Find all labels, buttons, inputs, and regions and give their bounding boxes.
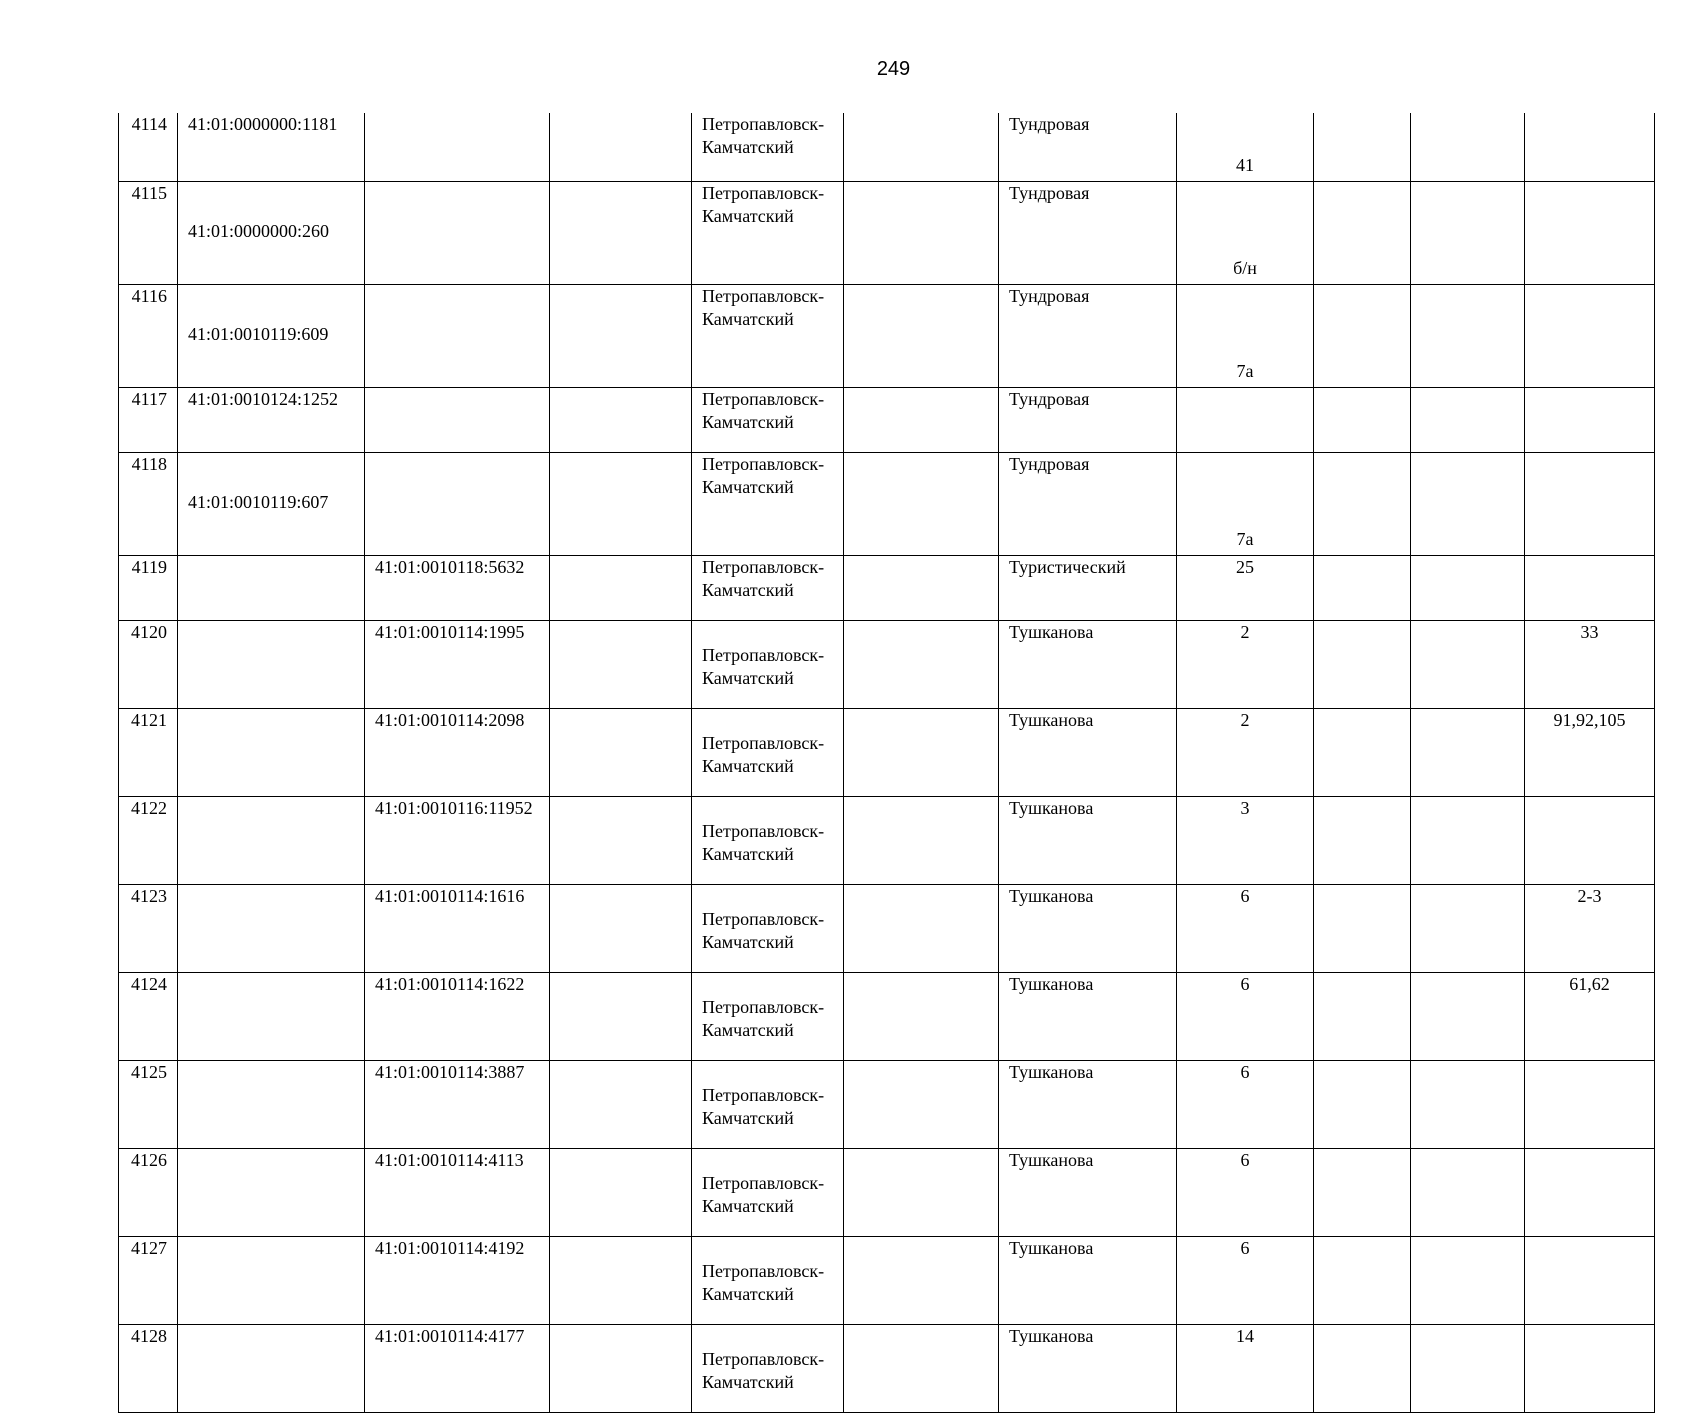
empty-cell	[1411, 709, 1525, 797]
street-cell: Тушканова	[999, 797, 1177, 885]
street-cell: Тушканова	[999, 973, 1177, 1061]
apartment-cell	[1525, 1061, 1655, 1149]
city-cell: Петропавловск-Камчатский	[692, 1237, 844, 1325]
apartment-cell	[1525, 1237, 1655, 1325]
empty-cell	[550, 1237, 692, 1325]
street-cell: Тушканова	[999, 1061, 1177, 1149]
empty-cell	[844, 709, 999, 797]
empty-cell	[550, 285, 692, 388]
cadastral-number-cell	[178, 621, 365, 709]
row-number-cell: 4123	[119, 885, 178, 973]
building-cadastral-number-cell: 41:01:0010114:4192	[365, 1237, 550, 1325]
table-row	[119, 453, 1655, 556]
empty-cell	[1411, 1061, 1525, 1149]
empty-cell	[550, 973, 692, 1061]
empty-cell	[1314, 1325, 1411, 1413]
city-cell: Петропавловск-Камчатский	[692, 1061, 844, 1149]
empty-cell	[1314, 973, 1411, 1061]
city-cell: Петропавловск-Камчатский	[692, 797, 844, 885]
row-number-cell: 4128	[119, 1325, 178, 1413]
cadastral-number-cell: 41:01:0010124:1252	[178, 388, 365, 453]
row-number-cell: 4124	[119, 973, 178, 1061]
house-number-cell: 2	[1177, 709, 1314, 797]
empty-cell	[1314, 797, 1411, 885]
street-cell: Тундровая	[999, 182, 1177, 285]
cadastral-number-cell	[178, 885, 365, 973]
cadastral-number-cell	[178, 1237, 365, 1325]
street-cell: Тушканова	[999, 709, 1177, 797]
city-cell: Петропавловск-Камчатский	[692, 973, 844, 1061]
building-cadastral-number-cell	[365, 453, 550, 556]
house-number-cell: 2	[1177, 621, 1314, 709]
street-cell: Тушканова	[999, 621, 1177, 709]
row-number-cell: 4127	[119, 1237, 178, 1325]
empty-cell	[1411, 285, 1525, 388]
empty-cell	[550, 621, 692, 709]
city-cell: Петропавловск-Камчатский	[692, 453, 844, 556]
table-row	[119, 285, 1655, 388]
apartment-cell	[1525, 113, 1655, 182]
building-cadastral-number-cell: 41:01:0010114:2098	[365, 709, 550, 797]
empty-cell	[844, 797, 999, 885]
building-cadastral-number-cell	[365, 285, 550, 388]
apartment-cell: 2-3	[1525, 885, 1655, 973]
empty-cell	[1314, 621, 1411, 709]
city-cell: Петропавловск-Камчатский	[692, 621, 844, 709]
house-number-cell: 25	[1177, 556, 1314, 621]
building-cadastral-number-cell	[365, 182, 550, 285]
house-number-cell: 6	[1177, 973, 1314, 1061]
city-cell: Петропавловск-Камчатский	[692, 182, 844, 285]
table-row	[119, 1237, 1655, 1325]
cadastral-number-cell: 41:01:0000000:260	[178, 182, 365, 285]
building-cadastral-number-cell: 41:01:0010116:11952	[365, 797, 550, 885]
table-row	[119, 388, 1655, 453]
building-cadastral-number-cell: 41:01:0010114:4177	[365, 1325, 550, 1413]
cadastral-number-cell: 41:01:0010119:607	[178, 453, 365, 556]
empty-cell	[844, 556, 999, 621]
apartment-cell	[1525, 797, 1655, 885]
building-cadastral-number-cell: 41:01:0010114:1995	[365, 621, 550, 709]
street-cell: Тушканова	[999, 885, 1177, 973]
table-row	[119, 1325, 1655, 1413]
street-cell: Тундровая	[999, 453, 1177, 556]
city-cell: Петропавловск-Камчатский	[692, 1325, 844, 1413]
city-cell: Петропавловск-Камчатский	[692, 113, 844, 182]
empty-cell	[844, 1149, 999, 1237]
street-cell: Тундровая	[999, 113, 1177, 182]
house-number-cell: 6	[1177, 1237, 1314, 1325]
empty-cell	[1411, 1325, 1525, 1413]
street-cell: Тундровая	[999, 285, 1177, 388]
table-row	[119, 973, 1655, 1061]
apartment-cell	[1525, 1325, 1655, 1413]
empty-cell	[550, 1325, 692, 1413]
empty-cell	[1314, 1237, 1411, 1325]
empty-cell	[550, 709, 692, 797]
apartment-cell	[1525, 1149, 1655, 1237]
table-body	[119, 113, 1655, 1413]
empty-cell	[550, 797, 692, 885]
row-number-cell: 4116	[119, 285, 178, 388]
building-cadastral-number-cell: 41:01:0010114:3887	[365, 1061, 550, 1149]
empty-cell	[1314, 885, 1411, 973]
house-number-cell: 6	[1177, 1061, 1314, 1149]
house-number-cell: 3	[1177, 797, 1314, 885]
cadastral-number-cell	[178, 1061, 365, 1149]
building-cadastral-number-cell: 41:01:0010114:1616	[365, 885, 550, 973]
apartment-cell	[1525, 556, 1655, 621]
empty-cell	[844, 113, 999, 182]
empty-cell	[844, 182, 999, 285]
empty-cell	[844, 285, 999, 388]
row-number-cell: 4115	[119, 182, 178, 285]
row-number-cell: 4118	[119, 453, 178, 556]
empty-cell	[1411, 973, 1525, 1061]
empty-cell	[844, 1237, 999, 1325]
apartment-cell: 33	[1525, 621, 1655, 709]
empty-cell	[844, 885, 999, 973]
building-cadastral-number-cell: 41:01:0010118:5632	[365, 556, 550, 621]
row-number-cell: 4114	[119, 113, 178, 182]
empty-cell	[1411, 556, 1525, 621]
building-cadastral-number-cell: 41:01:0010114:1622	[365, 973, 550, 1061]
empty-cell	[844, 1325, 999, 1413]
street-cell: Тушканова	[999, 1237, 1177, 1325]
city-cell: Петропавловск-Камчатский	[692, 388, 844, 453]
cadastral-number-cell	[178, 556, 365, 621]
city-cell: Петропавловск-Камчатский	[692, 556, 844, 621]
empty-cell	[1314, 1061, 1411, 1149]
table-row	[119, 182, 1655, 285]
cadastral-number-cell	[178, 973, 365, 1061]
apartment-cell: 61,62	[1525, 973, 1655, 1061]
city-cell: Петропавловск-Камчатский	[692, 1149, 844, 1237]
city-cell: Петропавловск-Камчатский	[692, 885, 844, 973]
empty-cell	[550, 113, 692, 182]
street-cell: Тундровая	[999, 388, 1177, 453]
table-row	[119, 1149, 1655, 1237]
cadastral-number-cell: 41:01:0010119:609	[178, 285, 365, 388]
empty-cell	[1314, 113, 1411, 182]
city-cell: Петропавловск-Камчатский	[692, 709, 844, 797]
empty-cell	[1411, 388, 1525, 453]
empty-cell	[550, 1149, 692, 1237]
house-number-cell: 7а	[1177, 285, 1314, 388]
apartment-cell	[1525, 453, 1655, 556]
apartment-cell	[1525, 182, 1655, 285]
row-number-cell: 4121	[119, 709, 178, 797]
table-row	[119, 621, 1655, 709]
empty-cell	[1314, 388, 1411, 453]
cadastral-number-cell	[178, 709, 365, 797]
empty-cell	[1411, 885, 1525, 973]
empty-cell	[844, 388, 999, 453]
empty-cell	[844, 621, 999, 709]
street-cell: Тушканова	[999, 1149, 1177, 1237]
house-number-cell: б/н	[1177, 182, 1314, 285]
empty-cell	[550, 388, 692, 453]
empty-cell	[1314, 709, 1411, 797]
page-number: 249	[876, 58, 911, 80]
empty-cell	[1411, 1149, 1525, 1237]
house-number-cell: 41	[1177, 113, 1314, 182]
empty-cell	[1411, 1237, 1525, 1325]
cadastral-number-cell	[178, 1325, 365, 1413]
row-number-cell: 4122	[119, 797, 178, 885]
empty-cell	[1314, 453, 1411, 556]
apartment-cell	[1525, 285, 1655, 388]
table-row	[119, 885, 1655, 973]
empty-cell	[1411, 453, 1525, 556]
house-number-cell: 6	[1177, 885, 1314, 973]
table-row	[119, 556, 1655, 621]
cadastral-number-cell: 41:01:0000000:1181	[178, 113, 365, 182]
empty-cell	[1411, 182, 1525, 285]
empty-cell	[844, 1061, 999, 1149]
register-table	[118, 113, 1655, 1413]
row-number-cell: 4126	[119, 1149, 178, 1237]
row-number-cell: 4117	[119, 388, 178, 453]
empty-cell	[550, 556, 692, 621]
row-number-cell: 4125	[119, 1061, 178, 1149]
building-cadastral-number-cell	[365, 388, 550, 453]
row-number-cell: 4120	[119, 621, 178, 709]
empty-cell	[550, 885, 692, 973]
city-cell: Петропавловск-Камчатский	[692, 285, 844, 388]
empty-cell	[1411, 621, 1525, 709]
apartment-cell: 91,92,105	[1525, 709, 1655, 797]
empty-cell	[1314, 556, 1411, 621]
empty-cell	[1314, 285, 1411, 388]
house-number-cell	[1177, 388, 1314, 453]
empty-cell	[550, 453, 692, 556]
empty-cell	[844, 973, 999, 1061]
empty-cell	[844, 453, 999, 556]
house-number-cell: 14	[1177, 1325, 1314, 1413]
cadastral-number-cell	[178, 797, 365, 885]
empty-cell	[550, 1061, 692, 1149]
street-cell: Туристический	[999, 556, 1177, 621]
empty-cell	[1314, 182, 1411, 285]
empty-cell	[1411, 113, 1525, 182]
cadastral-number-cell	[178, 1149, 365, 1237]
empty-cell	[550, 182, 692, 285]
building-cadastral-number-cell	[365, 113, 550, 182]
empty-cell	[1411, 797, 1525, 885]
building-cadastral-number-cell: 41:01:0010114:4113	[365, 1149, 550, 1237]
table-row	[119, 1061, 1655, 1149]
table-row	[119, 797, 1655, 885]
table-row	[119, 113, 1655, 182]
apartment-cell	[1525, 388, 1655, 453]
row-number-cell: 4119	[119, 556, 178, 621]
house-number-cell: 6	[1177, 1149, 1314, 1237]
house-number-cell: 7а	[1177, 453, 1314, 556]
street-cell: Тушканова	[999, 1325, 1177, 1413]
table-row	[119, 709, 1655, 797]
empty-cell	[1314, 1149, 1411, 1237]
